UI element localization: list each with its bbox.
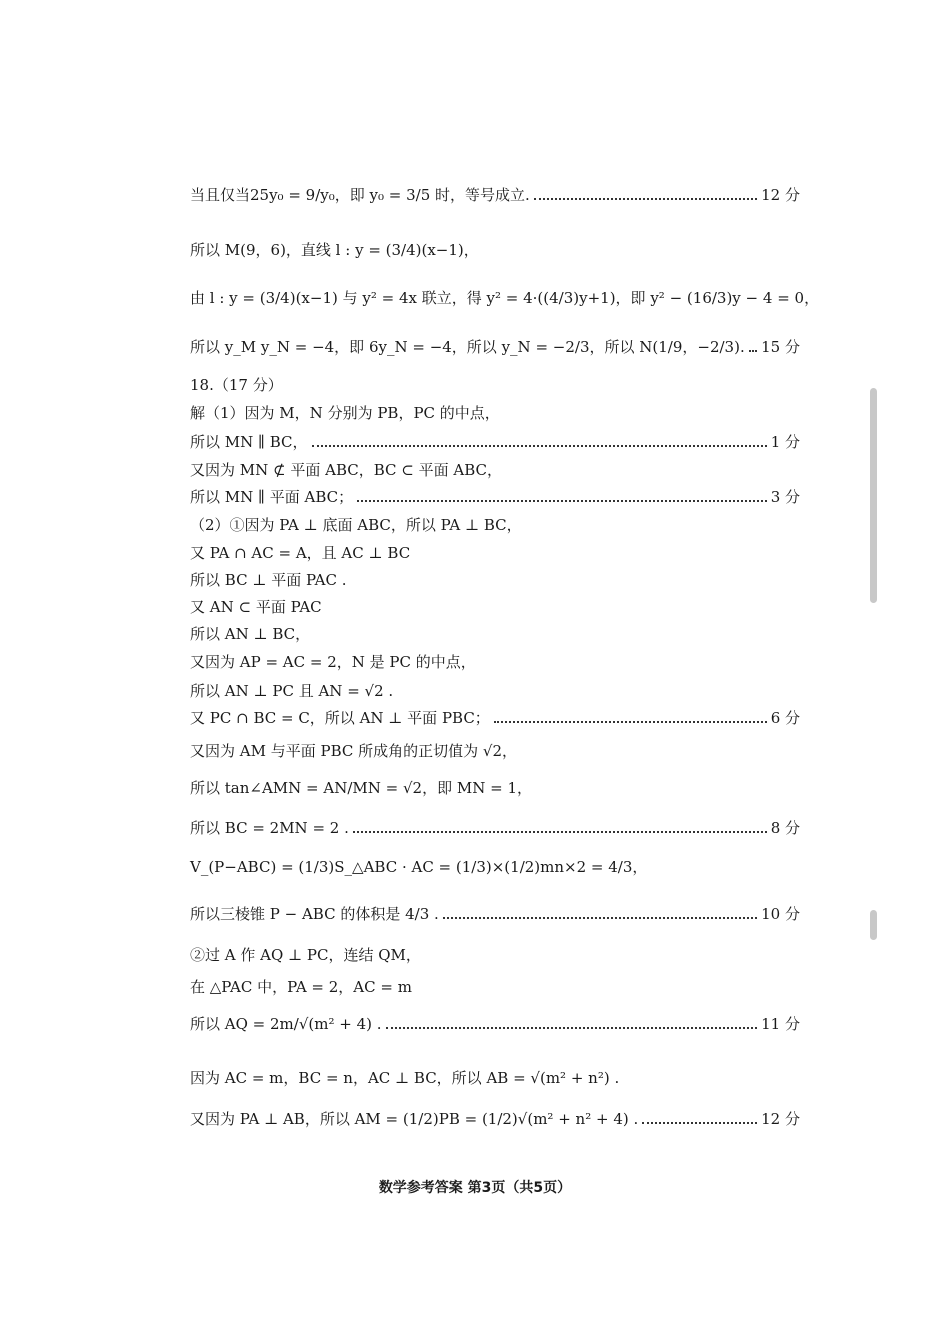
line-text: 所以三棱锥 P − ABC 的体积是 4/3 . <box>190 905 439 923</box>
line-text: 由 l : y = (3/4)(x−1) 与 y² = 4x 联立，得 y² = 4·((4/3)y+1)，即 y² − (16/3)y − 4 = 0， <box>190 289 820 307</box>
leader-dots <box>353 831 767 833</box>
line-text: 所以 BC = 2MN = 2 . <box>190 819 349 837</box>
solution-line <box>190 624 800 644</box>
line-text: 所以 MN ∥ 平面 ABC； <box>190 488 354 506</box>
line-text: 所以 AN ⊥ BC， <box>190 625 311 643</box>
score-label: 8 分 <box>770 819 800 837</box>
leader-dots <box>749 350 757 352</box>
solution-line <box>190 288 820 308</box>
leader-dots <box>312 445 767 447</box>
solution-line <box>190 543 800 563</box>
solution-line <box>190 403 800 423</box>
leader-dots <box>443 917 757 919</box>
solution-line <box>190 337 800 357</box>
solution-line <box>190 515 800 535</box>
score-label: 12 分 <box>761 1110 800 1128</box>
solution-line <box>190 240 800 260</box>
solution-line <box>190 185 800 205</box>
line-text: 又因为 AM 与平面 PBC 所成角的正切值为 √2， <box>190 742 518 760</box>
solution-line <box>190 681 800 701</box>
line-text: 解（1）因为 M，N 分别为 PB，PC 的中点， <box>190 404 500 422</box>
score-label: 12 分 <box>761 186 800 204</box>
line-text: V_(P−ABC) = (1/3)S_△ABC · AC = (1/3)×(1/2)mn×2 = 4/3， <box>190 858 648 876</box>
line-text: 所以 AN ⊥ PC 且 AN = √2 . <box>190 682 394 700</box>
line-text: ②过 A 作 AQ ⊥ PC，连结 QM， <box>190 946 421 964</box>
page-footer: 数学参考答案 第3页（共5页） <box>378 1180 572 1196</box>
solution-line <box>190 977 800 997</box>
solution-line <box>190 857 800 877</box>
line-text: 当且仅当25y₀ = 9/y₀，即 y₀ = 3/5 时，等号成立. <box>190 186 530 204</box>
line-text: 又因为 PA ⊥ AB，所以 AM = (1/2)PB = (1/2)√(m² + n² + 4) . <box>190 1110 639 1128</box>
solution-line <box>190 652 800 672</box>
scrollbar-marker[interactable] <box>870 910 877 940</box>
line-text: 在 △PAC 中，PA = 2，AC = m <box>190 978 412 996</box>
line-text: 又 PC ∩ BC = C，所以 AN ⊥ 平面 PBC； <box>190 709 490 727</box>
solution-line <box>190 945 800 965</box>
score-label: 15 分 <box>761 338 800 356</box>
solution-line <box>190 432 800 452</box>
score-label: 6 分 <box>770 709 800 727</box>
solution-line <box>190 570 800 590</box>
line-text: 18.（17 分） <box>190 376 283 394</box>
solution-line <box>190 1109 800 1129</box>
line-text: 所以 M(9，6)，直线 l : y = (3/4)(x−1)， <box>190 241 479 259</box>
solution-line <box>190 460 800 480</box>
solution-line <box>190 904 800 924</box>
line-text: 又 AN ⊂ 平面 PAC <box>190 598 322 616</box>
line-text: 所以 y_M y_N = −4，即 6y_N = −4，所以 y_N = −2/3，所以 N(1/9，−2/3). <box>190 338 745 356</box>
leader-dots <box>357 500 767 502</box>
solution-line <box>190 818 800 838</box>
line-text: 又因为 MN ⊄ 平面 ABC，BC ⊂ 平面 ABC， <box>190 461 502 479</box>
solution-line <box>190 1014 800 1034</box>
solution-line <box>190 708 800 728</box>
score-label: 1 分 <box>770 433 800 451</box>
leader-dots <box>534 198 757 200</box>
line-text: 因为 AC = m，BC = n，AC ⊥ BC，所以 AB = √(m² + n²) . <box>190 1069 620 1087</box>
score-label: 3 分 <box>770 488 800 506</box>
leader-dots <box>642 1122 757 1124</box>
line-text: 所以 BC ⊥ 平面 PAC . <box>190 571 347 589</box>
solution-line <box>190 487 800 507</box>
leader-dots <box>386 1027 758 1029</box>
line-text: 又 PA ∩ AC = A，且 AC ⊥ BC <box>190 544 411 562</box>
solution-line <box>190 597 800 617</box>
solution-line <box>190 741 800 761</box>
solution-line <box>190 1068 800 1088</box>
score-label: 10 分 <box>761 905 800 923</box>
line-text: 所以 tan∠AMN = AN/MN = √2，即 MN = 1， <box>190 779 532 797</box>
scrollbar-thumb[interactable] <box>870 388 877 603</box>
line-text: 所以 MN ∥ BC， <box>190 433 308 451</box>
solution-line <box>190 375 800 395</box>
line-text: 又因为 AP = AC = 2，N 是 PC 的中点， <box>190 653 476 671</box>
line-text: 所以 AQ = 2m/√(m² + 4) . <box>190 1015 382 1033</box>
line-text: （2）①因为 PA ⊥ 底面 ABC，所以 PA ⊥ BC， <box>190 516 522 534</box>
solution-line <box>190 778 800 798</box>
leader-dots <box>494 721 767 723</box>
score-label: 11 分 <box>761 1015 800 1033</box>
